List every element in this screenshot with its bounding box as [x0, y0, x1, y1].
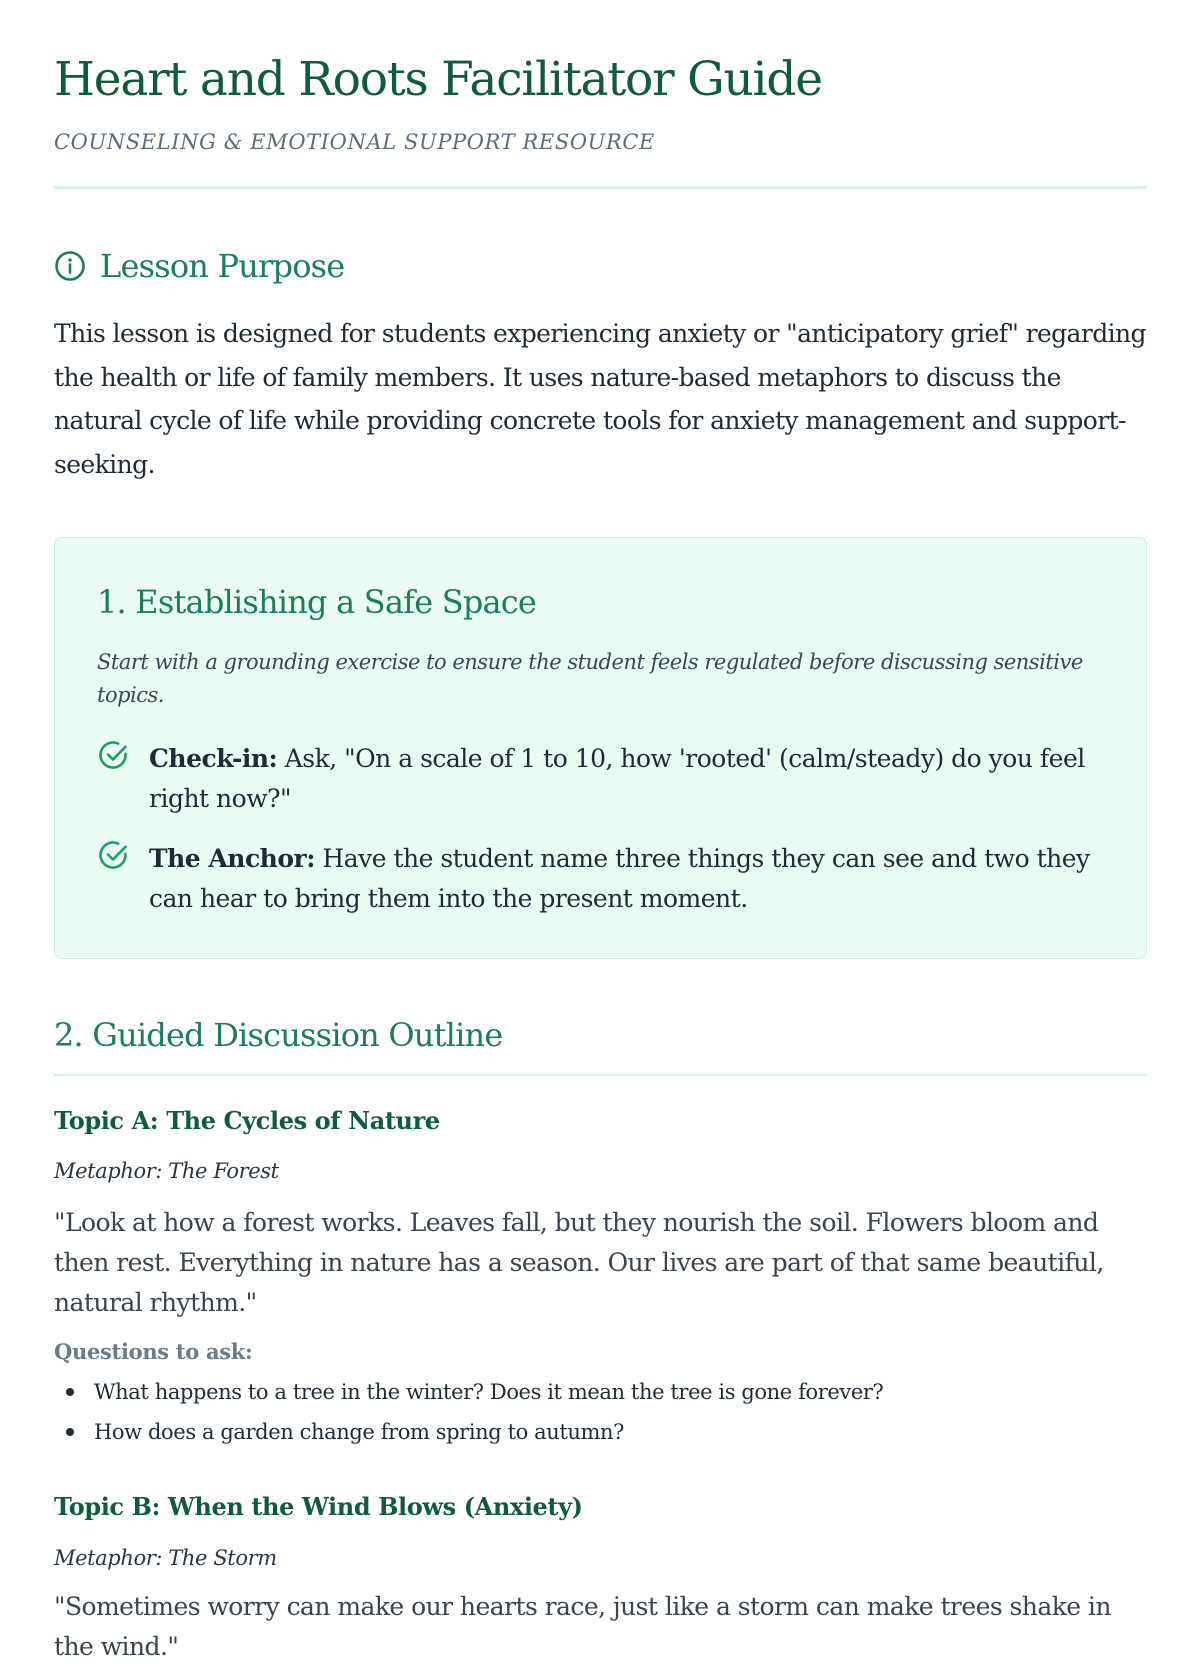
checklist-item-label: Check-in:: [149, 744, 278, 773]
header-divider: [54, 186, 1147, 189]
checklist-item-body: Ask, "On a scale of 1 to 10, how 'rooted' (calm/steady) do you feel right now?": [149, 744, 1085, 813]
lesson-purpose-text: This lesson is designed for students experiencing anxiety or "anticipatory grief" regarding the health or life of family members. It uses nature-based metaphors to discuss the natural cycle of life while providing concrete tools for anxiety management and support-seeking.: [54, 319, 1146, 479]
checklist-item-body: Have the student name three things they can see and two they can hear to bring them into the present moment.: [149, 844, 1090, 913]
lesson-purpose-heading: [54, 247, 344, 285]
page-subtitle: COUNSELING & EMOTIONAL SUPPORT RESOURCE: [54, 130, 655, 154]
checklist-item-label: The Anchor:: [149, 844, 315, 873]
questions-list: [54, 1372, 883, 1452]
section-divider: [54, 1074, 1147, 1076]
safe-space-intro: Start with a grounding exercise to ensure the student feels regulated before discussing sensitive topics.: [97, 650, 1083, 707]
check-circle-icon: [97, 839, 129, 871]
topic-a-heading: Topic A: The Cycles of Nature: [54, 1106, 440, 1135]
page-title: Heart and Roots Facilitator Guide: [54, 52, 822, 107]
topic-a-metaphor: Metaphor: The Forest: [54, 1159, 279, 1183]
check-circle-icon: [97, 739, 129, 771]
bullet-dot: [66, 1428, 74, 1436]
lesson-purpose-label: Lesson Purpose: [100, 247, 345, 285]
checklist-item-text: [149, 839, 1109, 919]
safe-space-card: [54, 537, 1147, 959]
topic-a-quote: "Look at how a forest works. Leaves fall, but they nourish the soil. Flowers bloom and then rest. Everything in nature has a season. Our lives are part of that same beautiful, natural rhythm.": [54, 1208, 1104, 1317]
topic-b-metaphor: Metaphor: The Storm: [54, 1546, 277, 1570]
topic-b-heading: Topic B: When the Wind Blows (Anxiety): [54, 1492, 583, 1521]
list-item: [54, 1372, 883, 1412]
list-item: [54, 1412, 883, 1452]
checklist-item-text: [149, 739, 1109, 819]
info-circle-icon: [54, 250, 86, 282]
questions-label: Questions to ask:: [54, 1339, 253, 1364]
safe-space-heading: 1. Establishing a Safe Space: [97, 583, 537, 621]
guided-discussion-heading: 2. Guided Discussion Outline: [54, 1016, 503, 1054]
bullet-dot: [66, 1388, 74, 1396]
question-text: What happens to a tree in the winter? Does it mean the tree is gone forever?: [94, 1380, 884, 1404]
question-text: How does a garden change from spring to autumn?: [94, 1420, 625, 1444]
topic-b-quote: "Sometimes worry can make our hearts race, just like a storm can make trees shake in the wind.": [54, 1592, 1111, 1661]
